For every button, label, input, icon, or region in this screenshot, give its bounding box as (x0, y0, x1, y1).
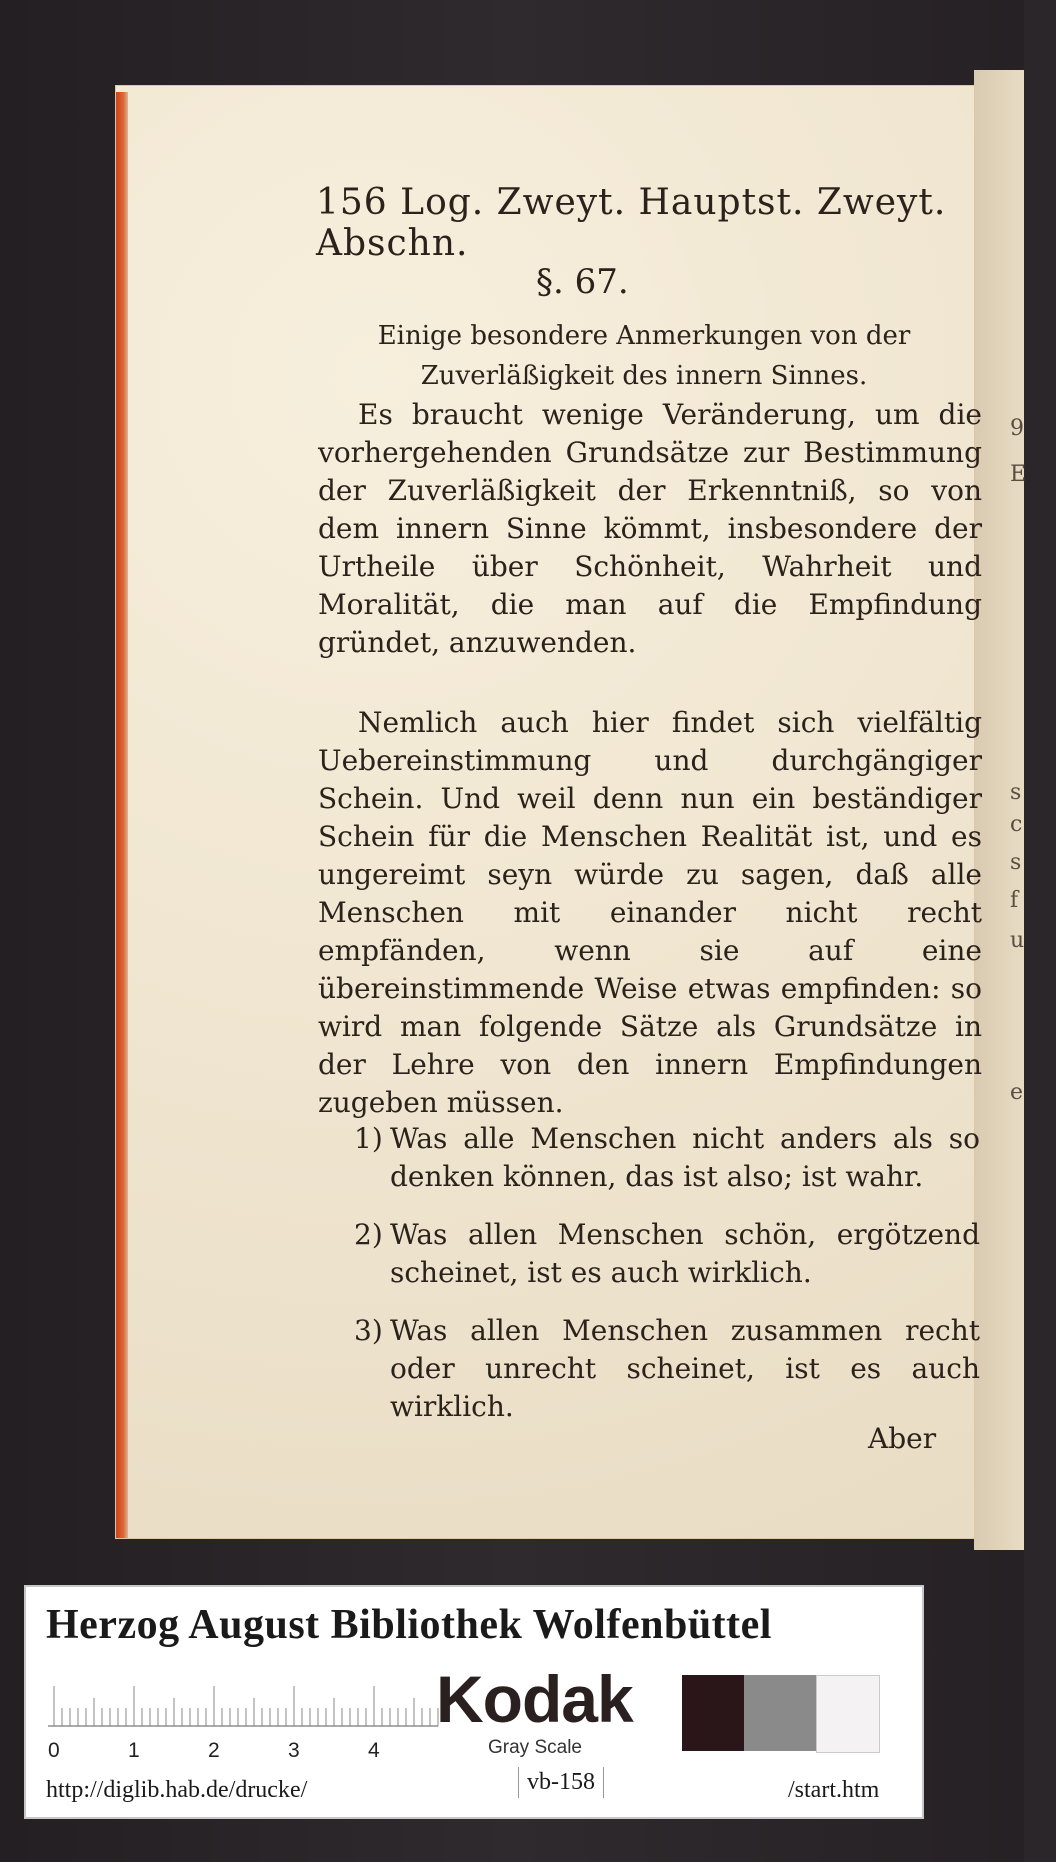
gray-patch-white (816, 1675, 880, 1753)
ruler-number: 2 (208, 1739, 220, 1762)
book-page (116, 86, 982, 1538)
list-item (354, 1216, 980, 1292)
list-item-text: Was alle Menschen nicht anders als so denken können, das ist also; ist wahr. (390, 1122, 980, 1193)
running-head: 156 Log. Zweyt. Hauptst. Zweyt. Abschn. (316, 182, 947, 264)
ruler-scale (48, 1672, 438, 1726)
paragraph-2: Nemlich auch hier findet sich vielfältig Uebereinstimmung und durchgängiger Schein. Und weil denn nun ein beständiger Schein für die Menschen Realität ist, und es ungereimt seyn würde zu sagen, daß alle Menschen mit einander nicht recht empfänden, wenn sie auf eine übereinstimmende Weise etwas empfinden: so wird man folgende Sätze als Grundsätze in der Lehre von den innern Empfindungen zugeben müssen. (318, 706, 982, 1119)
source-url-suffix: /start.htm (788, 1777, 880, 1803)
paragraph-1: Es braucht wenige Veränderung, um die vorhergehenden Grundsätze zur Bestimmung der Zuverläßigkeit der Erkenntniß, so von dem innern Sinne kömmt, insbesondere der Urtheile über Schönheit, Wahrheit und Moralität, die man auf die Empfindung gründet, anzuwenden. (318, 398, 982, 659)
kodak-logo: Kodak (436, 1662, 633, 1736)
ruler-number: 0 (48, 1739, 60, 1762)
list-item-text: Was allen Menschen zusammen recht oder unrecht scheinet, ist es auch wirklich. (390, 1314, 980, 1423)
list-item (354, 1312, 980, 1426)
shelfmark: vb-158 (518, 1767, 604, 1798)
list-item-text: Was allen Menschen schön, ergötzend scheinet, ist es auch wirklich. (390, 1218, 980, 1289)
ruler-number: 1 (128, 1739, 140, 1762)
ruler-number: 3 (288, 1739, 300, 1762)
adjacent-page-edge: 9 E s c s f u e (974, 70, 1024, 1550)
section-number: §. 67. (536, 262, 629, 302)
catchword: Aber (868, 1422, 937, 1455)
source-url: http://diglib.hab.de/drucke/ (46, 1777, 308, 1803)
gray-patch-mid (744, 1675, 816, 1751)
list-item-number: 3) (354, 1314, 383, 1347)
gray-scale-caption: Gray Scale (488, 1737, 582, 1758)
library-title: Herzog August Bibliothek Wolfenbüttel (46, 1602, 772, 1648)
section-subhead: Einige besondere Anmerkungen von der Zuverläßigkeit des innern Sinnes. (377, 321, 911, 391)
list-item-number: 1) (354, 1122, 383, 1155)
list-item-number: 2) (354, 1218, 383, 1251)
ruler-number: 4 (368, 1739, 380, 1762)
page-content (116, 86, 982, 1538)
gray-patch-black (682, 1675, 744, 1751)
page-red-edge (116, 92, 128, 1538)
library-label (24, 1585, 924, 1819)
list-item (354, 1120, 980, 1196)
